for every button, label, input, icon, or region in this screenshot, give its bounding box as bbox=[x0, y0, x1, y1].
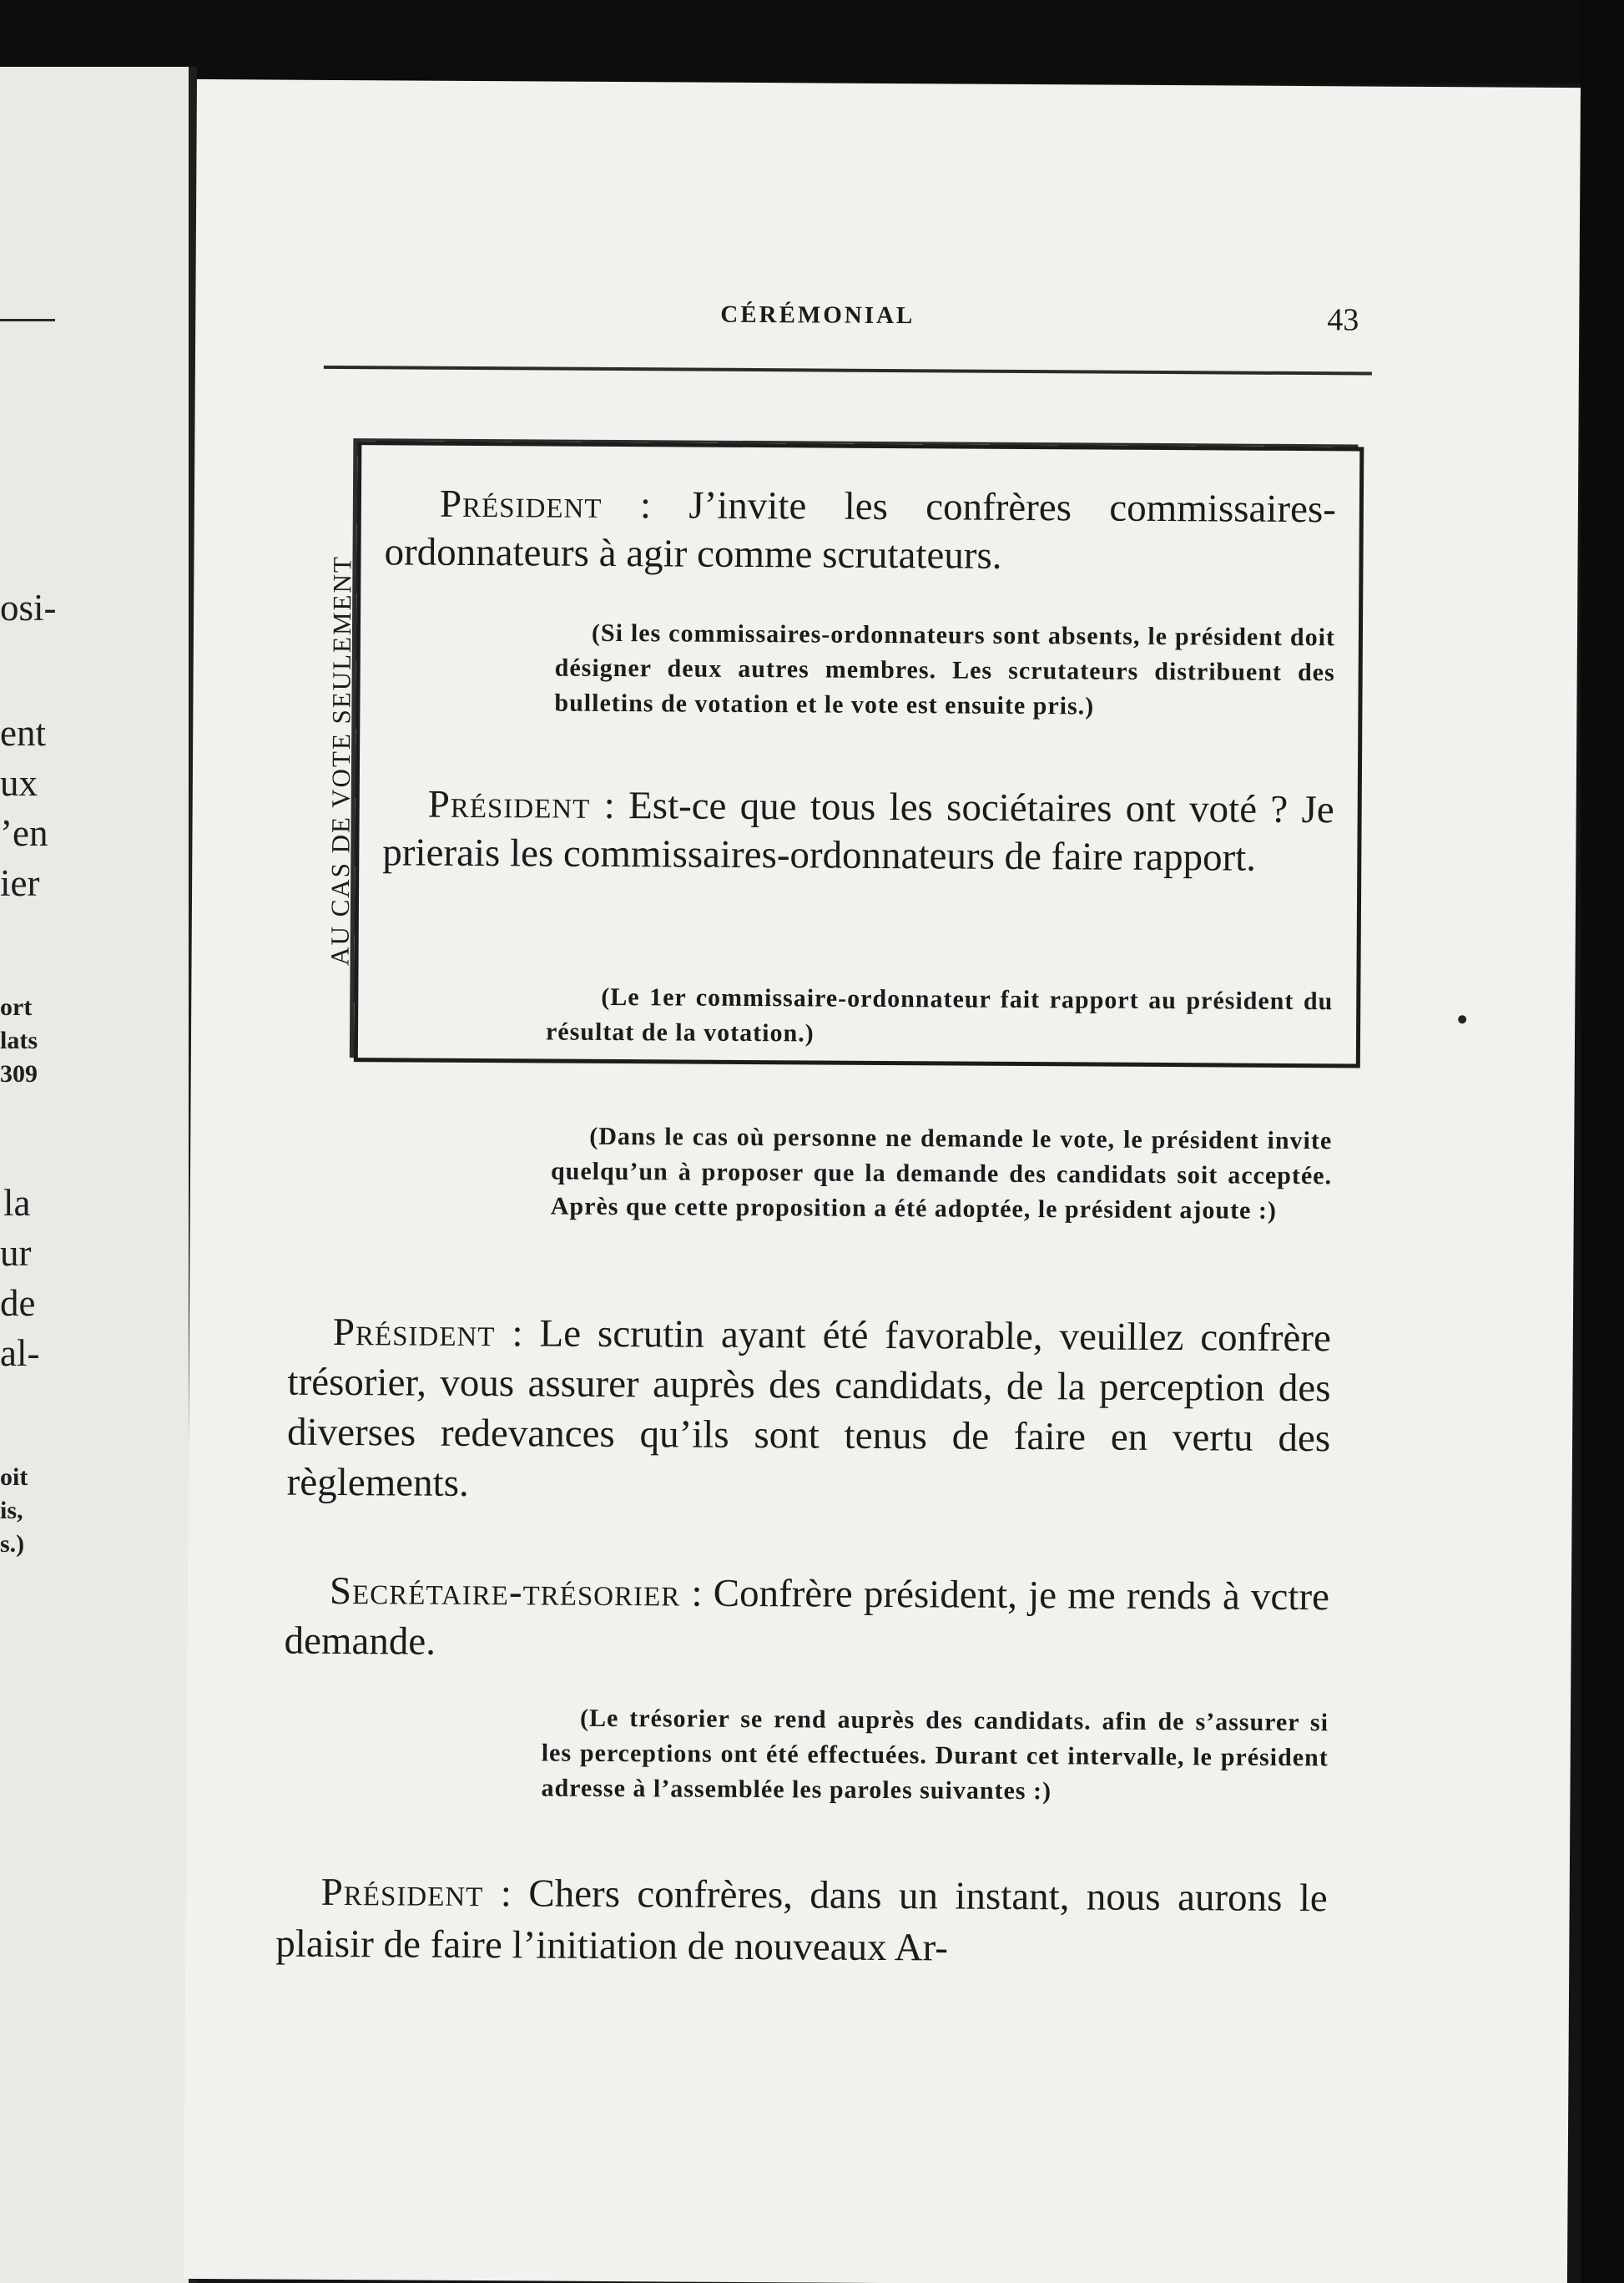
speaker-name: Président bbox=[439, 482, 603, 527]
speaker-separator: : bbox=[495, 1311, 540, 1356]
speaker-name: Secrétaire-trésorier bbox=[329, 1568, 681, 1615]
previous-page-fragment: ur bbox=[0, 1232, 32, 1274]
previous-page-fragment: s.) bbox=[0, 1530, 25, 1558]
speaker-name: Président bbox=[332, 1310, 496, 1356]
speech-text: J’invite les confrères commissaires-ordonnateurs à agir comme scrutateurs. bbox=[384, 483, 1337, 578]
speaker-separator: : bbox=[590, 783, 629, 828]
scan-top-edge bbox=[0, 0, 1624, 83]
previous-page-fragment: ux bbox=[0, 762, 38, 804]
previous-page-fragment: la bbox=[3, 1182, 31, 1224]
running-title: CÉRÉMONIAL bbox=[720, 301, 915, 330]
stage-direction-4: (Le trésorier se rend auprès des candidats. afin de s’assurer si les perceptions ont été effectuées. Durant cet intervalle, le président adresse à l’assemblée les paroles suivantes :) bbox=[541, 1704, 1329, 1806]
running-head bbox=[195, 298, 1579, 356]
stage-direction-3: (Dans le cas où personne ne demande le vote, le président invite quelqu’un à proposer que la demande des candidats soit acceptée. Après que cette proposition a été adoptée, le président ajoute :) bbox=[550, 1122, 1333, 1225]
book-page bbox=[184, 79, 1581, 2283]
previous-page-fragment: ier bbox=[0, 862, 40, 904]
speech-text: Chers confrères, dans un instant, nous aurons le plaisir de faire l’initiation de nouveaux Ar- bbox=[275, 1871, 1328, 1970]
page-number: 43 bbox=[1327, 302, 1359, 338]
previous-page-fragment: lats bbox=[0, 1027, 38, 1054]
previous-page bbox=[0, 67, 197, 2283]
speech-text: Le scrutin ayant été favorable, veuillez confrère trésorier, vous assurer auprès des candidats, de la perception des diverses redevances qu’ils sont tenus de faire en vertu des règlements. bbox=[286, 1311, 1331, 1505]
previous-page-fragment: is, bbox=[0, 1497, 23, 1524]
speech-secretary-treasurer bbox=[284, 1566, 1329, 1673]
speaker-separator: : bbox=[680, 1571, 714, 1615]
side-label: AU CAS DE VOTE SEULEMENT bbox=[325, 555, 357, 966]
previous-page-fragment: oit bbox=[0, 1463, 28, 1491]
speaker-name: Président bbox=[427, 782, 591, 827]
speaker-separator: : bbox=[483, 1871, 529, 1916]
previous-page-fragment: de bbox=[0, 1282, 36, 1324]
previous-page-fragment: ’en bbox=[0, 812, 48, 854]
speaker-name: Président bbox=[320, 1870, 484, 1916]
speech-president-3 bbox=[287, 1307, 1331, 1514]
previous-page-fragment: al- bbox=[0, 1332, 40, 1374]
stage-direction-2: (Le 1er commissaire-ordonnateur fait rapport au président du résultat de la votation.) bbox=[545, 982, 1334, 1048]
header-rule bbox=[324, 366, 1372, 376]
previous-page-fragment: ent bbox=[0, 712, 46, 754]
speech-text: Est-ce que tous les sociétaires ont voté ? Je prierais les commissaires-ordonnateurs de faire rapport. bbox=[382, 784, 1334, 880]
speech-president-1 bbox=[384, 479, 1336, 582]
speech-president-2 bbox=[382, 780, 1334, 882]
speech-president-4 bbox=[275, 1866, 1328, 1977]
ink-speck bbox=[1458, 1015, 1466, 1023]
stage-direction-1: (Si les commissaires-ordonnateurs sont absents, le président doit désigner deux autres membres. Les scrutateurs distribuent des bulletins de votation et le vote est ensuite pris.) bbox=[554, 619, 1336, 720]
scan-right-edge bbox=[1581, 0, 1624, 2283]
previous-page-fragment: osi- bbox=[0, 587, 57, 629]
previous-page-fragment: ort bbox=[0, 993, 33, 1021]
previous-page-rule bbox=[0, 319, 55, 321]
speaker-separator: : bbox=[602, 482, 689, 528]
speech-text: Confrère président, je me rends à vctre demande. bbox=[284, 1571, 1330, 1664]
previous-page-fragment: 309 bbox=[0, 1060, 38, 1088]
